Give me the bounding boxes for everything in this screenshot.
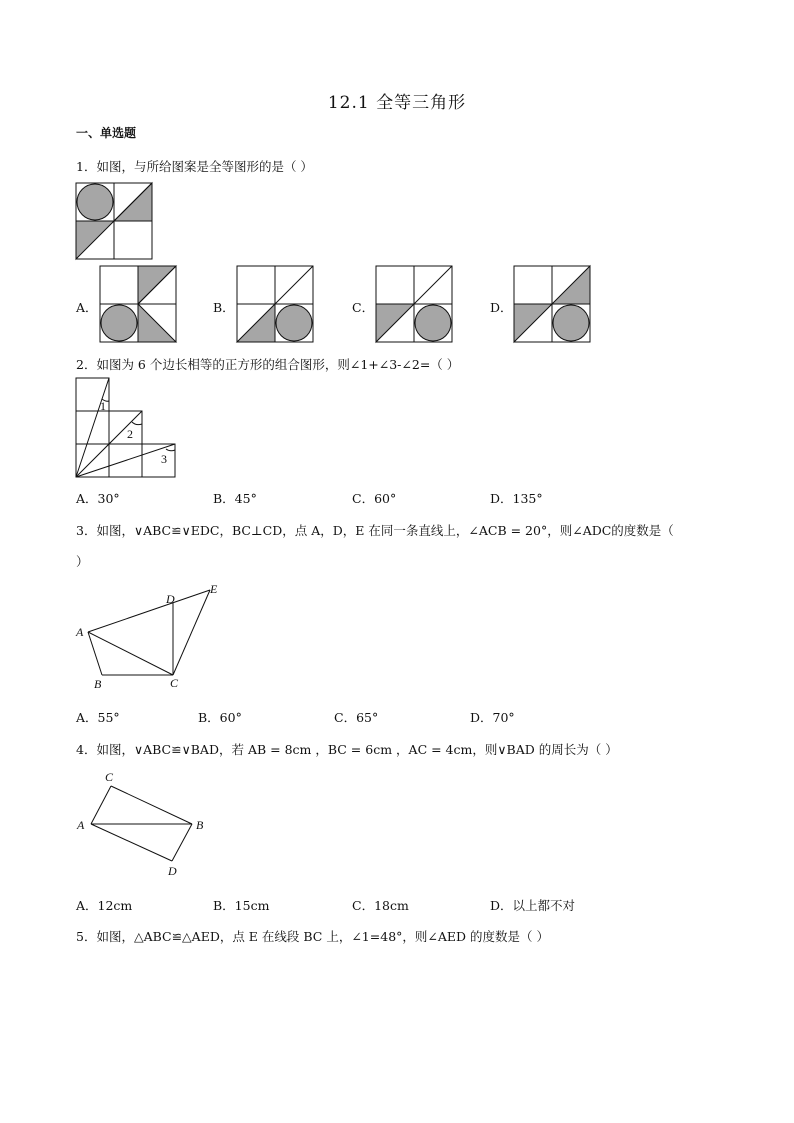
shaded-circle — [415, 305, 451, 341]
shaded-triangle — [76, 221, 114, 259]
q1-option-c-figure[interactable] — [376, 266, 452, 342]
q1-option-a-label[interactable]: A． — [76, 300, 98, 315]
shaded-circle — [276, 305, 312, 341]
q3-triangle-figure — [72, 580, 232, 695]
point-label-d: D — [168, 864, 177, 878]
q4-option-d[interactable]: D．以上都不对 — [490, 898, 576, 913]
question-3-text: 3．如图，∨ABC≌∨EDC，BC⊥CD，点 A，D，E 在同一条直线上，∠ACB = 20°，则∠ADC的度数是（ — [76, 523, 674, 538]
point-label-a: A — [76, 625, 84, 639]
question-5-text: 5．如图，△ABC≌△AED，点 E 在线段 BC 上，∠1=48°，则∠AED 的度数是（ ） — [76, 929, 549, 944]
page-title: 12.1 全等三角形 — [327, 93, 467, 113]
q4-option-b[interactable]: B．15cm — [213, 898, 270, 913]
point-label-b: B — [94, 677, 102, 691]
point-label-e: E — [210, 582, 218, 596]
shaded-triangle — [552, 266, 590, 304]
q2-option-d[interactable]: D．135° — [490, 491, 543, 506]
shaded-triangle — [138, 304, 176, 342]
shaded-circle — [101, 305, 137, 341]
shaded-triangle — [514, 304, 552, 342]
shaded-triangle — [237, 304, 275, 342]
q2-option-a[interactable]: A．30° — [76, 491, 120, 506]
shaded-triangle — [376, 304, 414, 342]
q1-option-d-label[interactable]: D． — [490, 300, 513, 315]
q3-option-c[interactable]: C．65° — [334, 710, 379, 725]
q4-option-c[interactable]: C．18cm — [352, 898, 409, 913]
q2-option-b[interactable]: B．45° — [213, 491, 257, 506]
point-label-c: C — [170, 676, 179, 690]
angle-label-2: 2 — [127, 427, 133, 441]
angle-label-1: 1 — [100, 399, 106, 413]
shaded-circle — [77, 184, 113, 220]
q4-option-a[interactable]: A．12cm — [76, 898, 133, 913]
question-1-text: 1．如图，与所给图案是全等图形的是（ ） — [76, 159, 313, 174]
point-label-c: C — [105, 770, 114, 784]
question-2-text: 2．如图为 6 个边长相等的正方形的组合图形，则∠1+∠3-∠2=（ ） — [76, 357, 460, 372]
q1-option-b-figure[interactable] — [237, 266, 313, 342]
q1-reference-figure — [76, 183, 152, 259]
shaded-circle — [553, 305, 589, 341]
q1-option-a-figure[interactable] — [100, 266, 176, 342]
q1-option-c-label[interactable]: C． — [352, 300, 375, 315]
q3-option-a[interactable]: A．55° — [76, 710, 120, 725]
angle-label-3: 3 — [161, 452, 167, 466]
q3-option-b[interactable]: B．60° — [198, 710, 242, 725]
q2-option-c[interactable]: C．60° — [352, 491, 397, 506]
point-label-d: D — [166, 592, 175, 606]
point-label-a: A — [77, 818, 85, 832]
q1-option-b-label[interactable]: B． — [213, 300, 235, 315]
section-heading: 一、单选题 — [76, 126, 137, 140]
question-4-text: 4．如图，∨ABC≌∨BAD，若 AB = 8cm ，BC = 6cm ，AC = 4cm，则∨BAD 的周长为（ ） — [76, 742, 618, 757]
q2-squares-figure — [76, 378, 176, 478]
q4-parallelogram-figure — [74, 768, 214, 880]
question-3-text-cont: ） — [76, 554, 89, 569]
q1-option-d-figure[interactable] — [514, 266, 590, 342]
point-label-b: B — [196, 818, 204, 832]
q3-option-d[interactable]: D．70° — [470, 710, 515, 725]
